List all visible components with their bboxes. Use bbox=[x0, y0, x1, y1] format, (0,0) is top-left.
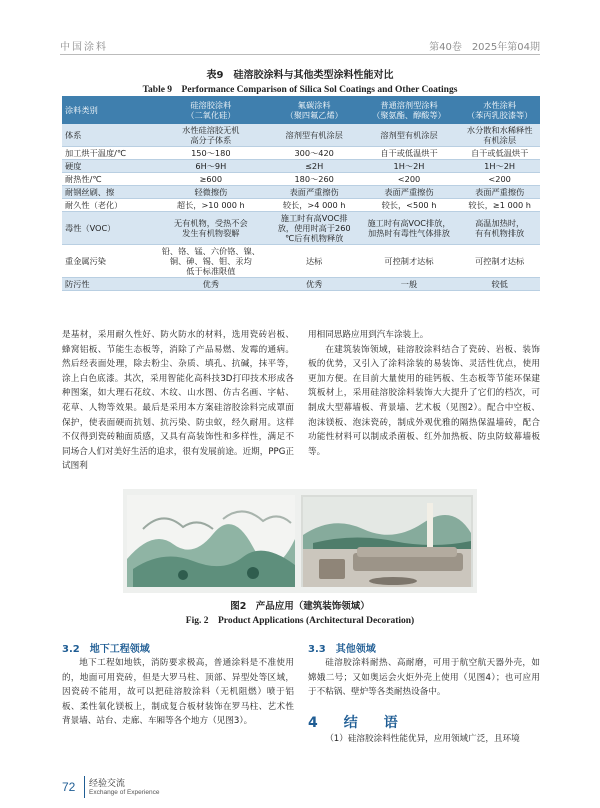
table-cell: 较低 bbox=[491, 279, 508, 289]
figure-caption-cn: 图2 产品应用（建筑装饰领域） bbox=[230, 601, 370, 612]
table-row-label: 防污性 bbox=[65, 279, 90, 289]
table-cell: 轻微擦伤 bbox=[194, 187, 228, 197]
table-cell: 300～420 bbox=[294, 148, 334, 158]
table-row-label: 毒性（VOC） bbox=[65, 223, 116, 233]
table-row bbox=[62, 199, 540, 212]
table-cell: ≤2H bbox=[305, 161, 324, 171]
table-cell: 表面严重擦伤 bbox=[475, 187, 525, 197]
table-header-cell: 普通溶剂型涂料 （聚氨酯、醇酸等） bbox=[372, 100, 446, 120]
table-row bbox=[62, 186, 540, 199]
footer-divider bbox=[84, 776, 85, 798]
table-cell: 高温加热时， 有有机物排放 bbox=[475, 218, 525, 238]
footer-section-en: Exchange of Experience bbox=[89, 789, 160, 796]
table-cell: 表面严重擦伤 bbox=[289, 187, 339, 197]
paragraph: 在建筑装饰领域，硅溶胶涂料结合了瓷砖、岩板、装饰板的优势，又引入了涂料涂装的易装饰、灵活性优点，使用更加方便。在目前大量使用的硅钙板、生态板等节能环保建筑板材上，采用硅溶胶涂料装饰大大提升了它们的档次，可制成大型幕墙板、背景墙、艺术板（见图2）。配合中空板、泡沫镁板、泡沫瓷砖，制成外观优雅的隔热保温墙砖，配合功能性材料可以制成杀菌板、红外加热板、防虫防蚊幕墙板等。 bbox=[308, 344, 540, 457]
table-cell: 超长，>10 000 h bbox=[176, 200, 245, 210]
table-cell: 一般 bbox=[400, 279, 418, 289]
table-header-row bbox=[62, 96, 540, 124]
table-cell: 表面严重擦伤 bbox=[384, 187, 434, 197]
table-cell: 溶剂型有机涂层 bbox=[285, 130, 343, 140]
table-row bbox=[62, 160, 540, 173]
section-heading-3-3: 3.3 其他领域 bbox=[308, 644, 376, 655]
table-header-cell: 硅溶胶涂料 （二氧化硅） bbox=[186, 100, 236, 120]
issue-info: 第40卷 2025年第04期 bbox=[429, 42, 540, 53]
table-cell: 自干或低温烘干 bbox=[470, 148, 529, 158]
table-cell: 无有机物，受热不会 发生有机物裂解 bbox=[173, 218, 248, 238]
table-cell: 施工时有高VOC排 放，使用时高于260 ℃后有机物释放 bbox=[277, 213, 351, 243]
table-cell: 1H～2H bbox=[484, 161, 516, 171]
figure-product-applications bbox=[123, 489, 477, 593]
paragraph: 是基材，采用耐久性好、防火防水的材料，选用瓷砖岩板、蜂窝铝板、节能生态板等，消除了产品易燃、发霉的通病。然后经表面处理，除去粉尘、杂质、填孔、抗碱，抹平等，涂上白色底漆。其次，采用智能化高科技3D打印技术形成各种图案，如大理石花纹、木纹、山水图、仿古名画、字帖、花草、人物等效果。最后是采用本方案硅溶胶涂料完成罩面保护，使表面硬而抗划、抗污染、防虫蚁，经久耐用。这样不仅得到瓷砖釉面质感，又具有高装饰性和多样性，满足不同场合人们对美好生活的追求，很有发展前途。近期，PPG正试图利 bbox=[62, 330, 294, 472]
table-title-en: Table 9 Performance Comparison of Silica Sol Coatings and Other Coatings bbox=[142, 85, 458, 95]
table-header-cell: 涂料类别 bbox=[65, 105, 98, 115]
table-header-cell: 氟碳涂料 （聚四氟乙烯） bbox=[285, 100, 343, 120]
body-column-right bbox=[308, 328, 540, 459]
table-cell: 180～260 bbox=[294, 174, 334, 184]
section-heading-3-2: 3.2 地下工程领域 bbox=[62, 644, 150, 655]
table-cell: 较长，<500 h bbox=[381, 200, 437, 210]
table-cell: 可控制才达标 bbox=[475, 256, 525, 266]
table-row-label: 耐钢丝刷、擦 bbox=[65, 187, 115, 197]
table-row bbox=[62, 212, 540, 245]
table-row-label: 重金属污染 bbox=[65, 256, 106, 266]
table-row-label: 加工烘干温度/℃ bbox=[65, 148, 127, 158]
table-row bbox=[62, 245, 540, 278]
table-cell: 自干或低温烘干 bbox=[380, 148, 438, 158]
table-cell: ≥600 bbox=[199, 174, 223, 184]
table-row-label: 耐久性（老化） bbox=[65, 200, 123, 210]
section-4-body bbox=[308, 732, 540, 747]
table-row-label: 硬度 bbox=[65, 161, 82, 171]
table-cell: 6H～9H bbox=[195, 161, 227, 171]
table-row-label: 耐热性/℃ bbox=[65, 174, 102, 184]
paragraph: 用相同思路应用到汽车涂装上。 bbox=[308, 330, 429, 340]
header-rule bbox=[60, 54, 540, 55]
body-column-left bbox=[62, 328, 294, 474]
section-heading-4: 4 结 语 bbox=[308, 715, 404, 731]
page-number: 72 bbox=[62, 780, 76, 794]
table-cell: 水性硅溶胶无机 高分子体系 bbox=[182, 125, 240, 145]
figure-image bbox=[123, 489, 477, 593]
table-cell: 较长，≥1 000 h bbox=[468, 200, 531, 210]
table-cell: 水分散和水稀释性 有机涂层 bbox=[466, 125, 533, 145]
table-cell: 铅、铬、锰、六价铬、镍、 铜、砷、锡、钼、汞均 低于标准限值 bbox=[161, 246, 260, 276]
table-cell: 优秀 bbox=[202, 279, 220, 289]
table-cell: 150～180 bbox=[191, 148, 231, 158]
table-row bbox=[62, 278, 540, 291]
table-cell: <200 bbox=[397, 174, 421, 184]
table-row bbox=[62, 173, 540, 186]
journal-name: 中国涂料 bbox=[60, 42, 108, 53]
table-cell: 溶剂型有机涂层 bbox=[380, 130, 438, 140]
table-title-cn: 表9 硅溶胶涂料与其他类型涂料性能对比 bbox=[206, 70, 394, 81]
table-row bbox=[62, 147, 540, 160]
table-cell: 达标 bbox=[305, 256, 323, 266]
table-cell: 施工时有高VOC排放， 加热时有毒性气体排放 bbox=[367, 218, 451, 238]
table-cell: 优秀 bbox=[305, 279, 323, 289]
performance-table bbox=[62, 96, 540, 291]
figure-caption-en: Fig. 2 Product Applications (Architectural Decoration) bbox=[185, 616, 415, 626]
paragraph: 地下工程如地铁，消防要求极高，普通涂料是不准使用的，地面可用瓷砖，但是大罗马柱、顶部、异型处等区域，因瓷砖不能用，故可以把硅溶胶涂料（无机阻燃）喷于铝板、柔性氧化镁板上，制成复合板材装饰在罗马柱、艺术性背景墙、站台、走廊、车厢等各个地方（见图3）。 bbox=[62, 658, 294, 727]
table-row bbox=[62, 124, 540, 147]
page-header bbox=[0, 0, 600, 53]
table-cell: <200 bbox=[488, 174, 511, 184]
paragraph: （1）硅溶胶涂料性能优异，应用领域广泛，且环境 bbox=[325, 734, 520, 744]
footer-section-cn: 经验交流 bbox=[89, 779, 126, 789]
section-3-2-body bbox=[62, 656, 294, 729]
table-cell: 较长，>4 000 h bbox=[282, 200, 346, 210]
section-3-3-body bbox=[308, 656, 540, 700]
paragraph: 硅溶胶涂料耐热、高耐磨，可用于航空航天器外壳，如嫦娥二号；又如奥运会火炬外壳上使用（见图4）；也可应用于不粘锅、壁炉等各类耐热设备中。 bbox=[308, 658, 540, 698]
table-header-cell: 水性涂料 （苯丙乳胶漆等） bbox=[466, 100, 533, 120]
table-cell: 1H～2H bbox=[393, 161, 425, 171]
table-row-label: 体系 bbox=[65, 130, 82, 140]
table-cell: 可控制才达标 bbox=[384, 256, 434, 266]
